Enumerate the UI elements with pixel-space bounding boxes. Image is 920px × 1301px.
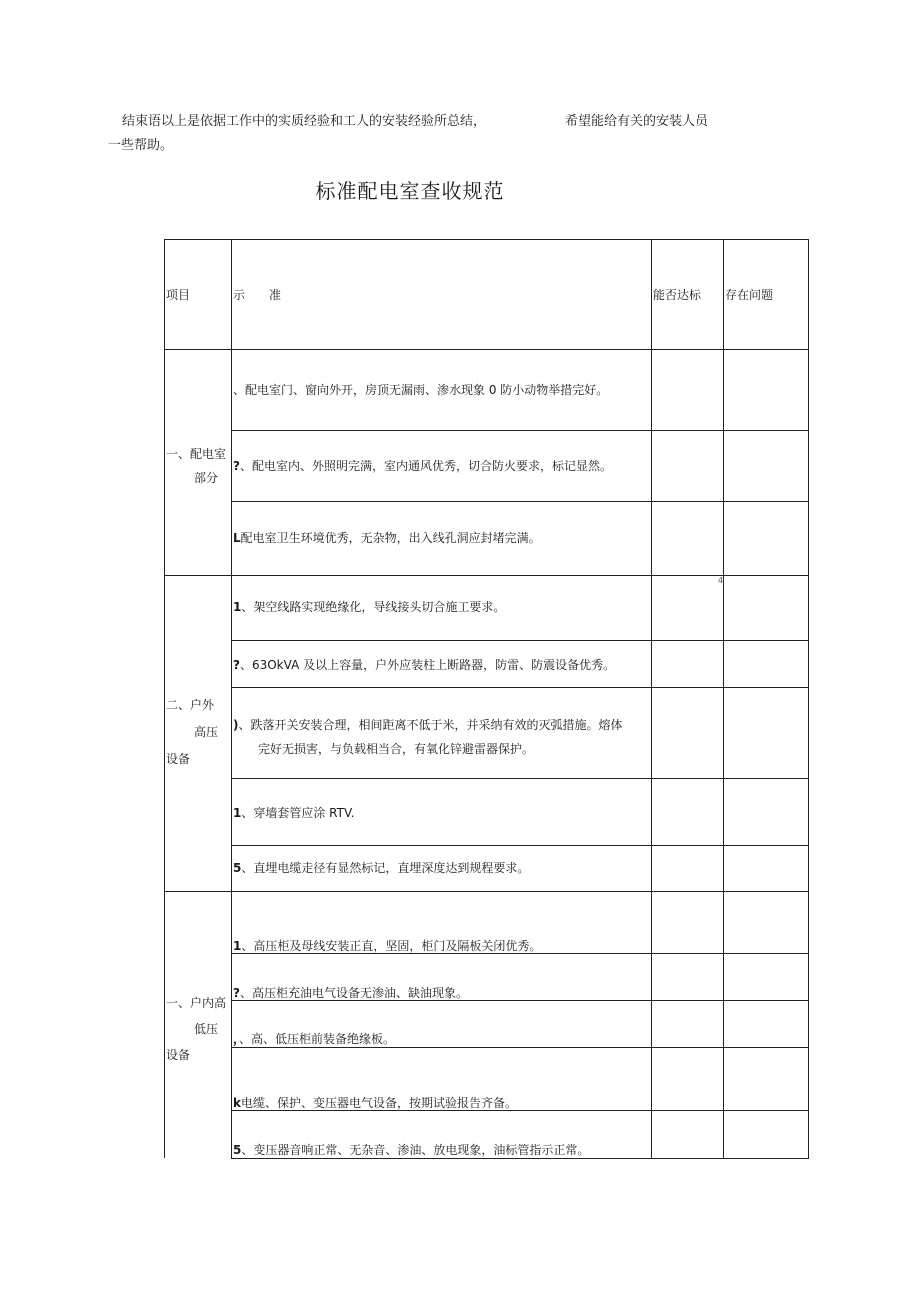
intro-text-part3: 一些帮助。 xyxy=(108,138,174,153)
row-number: L xyxy=(233,531,241,545)
row-number: 1 xyxy=(233,939,242,953)
intro-text-part2: 希望能给有关的安装人员 xyxy=(565,114,709,129)
group-label-line: 二、户外 xyxy=(166,698,215,712)
column-divider-3 xyxy=(723,239,724,1159)
group-label-outdoor-hv xyxy=(166,692,218,773)
row-number: 1 xyxy=(233,806,242,820)
header-item: 项目 xyxy=(166,288,191,302)
group-label-line: 一、配电室 xyxy=(166,447,227,461)
row-line xyxy=(231,687,809,688)
group-label-line: 低压 xyxy=(194,1022,219,1036)
header-issues: 存在问题 xyxy=(725,288,774,302)
row-line xyxy=(231,501,809,502)
row-line xyxy=(231,845,809,846)
column-divider-2 xyxy=(651,239,652,1159)
row-number: 5 xyxy=(233,1143,242,1157)
row-text: 、穿墙套管应涂 RTV. xyxy=(241,806,355,820)
standard-row xyxy=(233,378,608,402)
standard-row xyxy=(233,454,612,478)
header-pass: 能否达标 xyxy=(653,288,702,302)
group-label-line: 高压 xyxy=(194,725,219,739)
standard-row xyxy=(233,713,623,761)
row-text: 、变压器音响正常、无杂音、渗油、放电现象，油标管指示正常。 xyxy=(241,1143,590,1157)
standard-row xyxy=(233,1027,395,1051)
header-bottom-line xyxy=(164,349,809,350)
standard-row xyxy=(233,595,505,619)
standard-row xyxy=(233,1138,589,1162)
row-text: 、高压柜充油电气设备无渗油、缺油现象。 xyxy=(239,986,468,1000)
standard-row xyxy=(233,801,354,825)
row-text: 、63OkVA 及以上容量，户外应装柱上断路器，防雷、防震设备优秀。 xyxy=(239,658,616,672)
row-number: ? xyxy=(233,986,240,1000)
standard-row xyxy=(233,981,468,1005)
stray-mark: 4 xyxy=(718,576,724,585)
row-number: 1 xyxy=(233,600,242,614)
row-number: 5 xyxy=(233,861,242,875)
row-text-continued: 完好无损害，与负载相当合，有氧化锌避雷器保护。 xyxy=(258,742,535,756)
row-text: 、跌落开关安装合理，相间距离不低于米，并采纳有效的灭弧措施。熔体 xyxy=(238,718,623,732)
row-text: 、配电室门、窗向外开，房顶无漏雨、渗水现象 0 防小动物举措完好。 xyxy=(233,383,609,397)
row-number: k xyxy=(233,1096,241,1110)
group-label-line: 设备 xyxy=(166,752,191,766)
group-label-line: 一、户内高 xyxy=(166,996,227,1010)
standard-row xyxy=(233,526,541,550)
row-number: ? xyxy=(233,658,240,672)
row-line xyxy=(231,778,809,779)
row-line xyxy=(231,430,809,431)
standard-row xyxy=(233,1091,517,1115)
table-border-right xyxy=(808,239,809,1159)
group-2-bottom-line xyxy=(164,891,809,892)
row-text: 、高压柜及母线安装正直，坚固，柜门及隔板关闭优秀。 xyxy=(241,939,542,953)
standard-row xyxy=(233,856,529,880)
row-text: 、直埋电缆走径有显然标记，直埋深度达到规程要求。 xyxy=(241,861,530,875)
row-line xyxy=(231,640,809,641)
row-number: ) xyxy=(233,718,239,732)
row-number: ， xyxy=(233,1032,240,1046)
intro-text-part1: 结束语以上是依据工作中的实质经验和工人的安装经验所总结， xyxy=(122,114,487,129)
standard-row xyxy=(233,653,615,677)
group-label-line: 部分 xyxy=(194,471,219,485)
column-divider-1 xyxy=(231,239,232,1159)
row-text: 配电室卫生环境优秀，无杂物，出入线孔洞应封堵完满。 xyxy=(240,531,541,545)
table-border-top xyxy=(164,239,809,240)
standard-row xyxy=(233,934,541,958)
row-text: 、高、低压柜前装备绝缘板。 xyxy=(239,1032,396,1046)
document-title: 标准配电室查收规范 xyxy=(315,179,505,203)
header-standard: 示 准 xyxy=(233,288,282,302)
group-label-indoor-hv-lv xyxy=(166,990,226,1068)
group-1-bottom-line xyxy=(164,575,809,576)
row-text: 、架空线路实现绝缘化，导线接头切合施工要求。 xyxy=(241,600,506,614)
row-text: 、配电室内、外照明完满，室内通风优秀，切合防火要求，标记显然。 xyxy=(239,459,612,473)
group-label-line: 设备 xyxy=(166,1048,191,1062)
group-label-distribution-room xyxy=(166,442,226,490)
row-number: ? xyxy=(233,459,240,473)
row-text: 电缆、保护、变压器电气设备，按期试验报告齐备。 xyxy=(240,1096,517,1110)
table-border-left xyxy=(164,239,165,1158)
